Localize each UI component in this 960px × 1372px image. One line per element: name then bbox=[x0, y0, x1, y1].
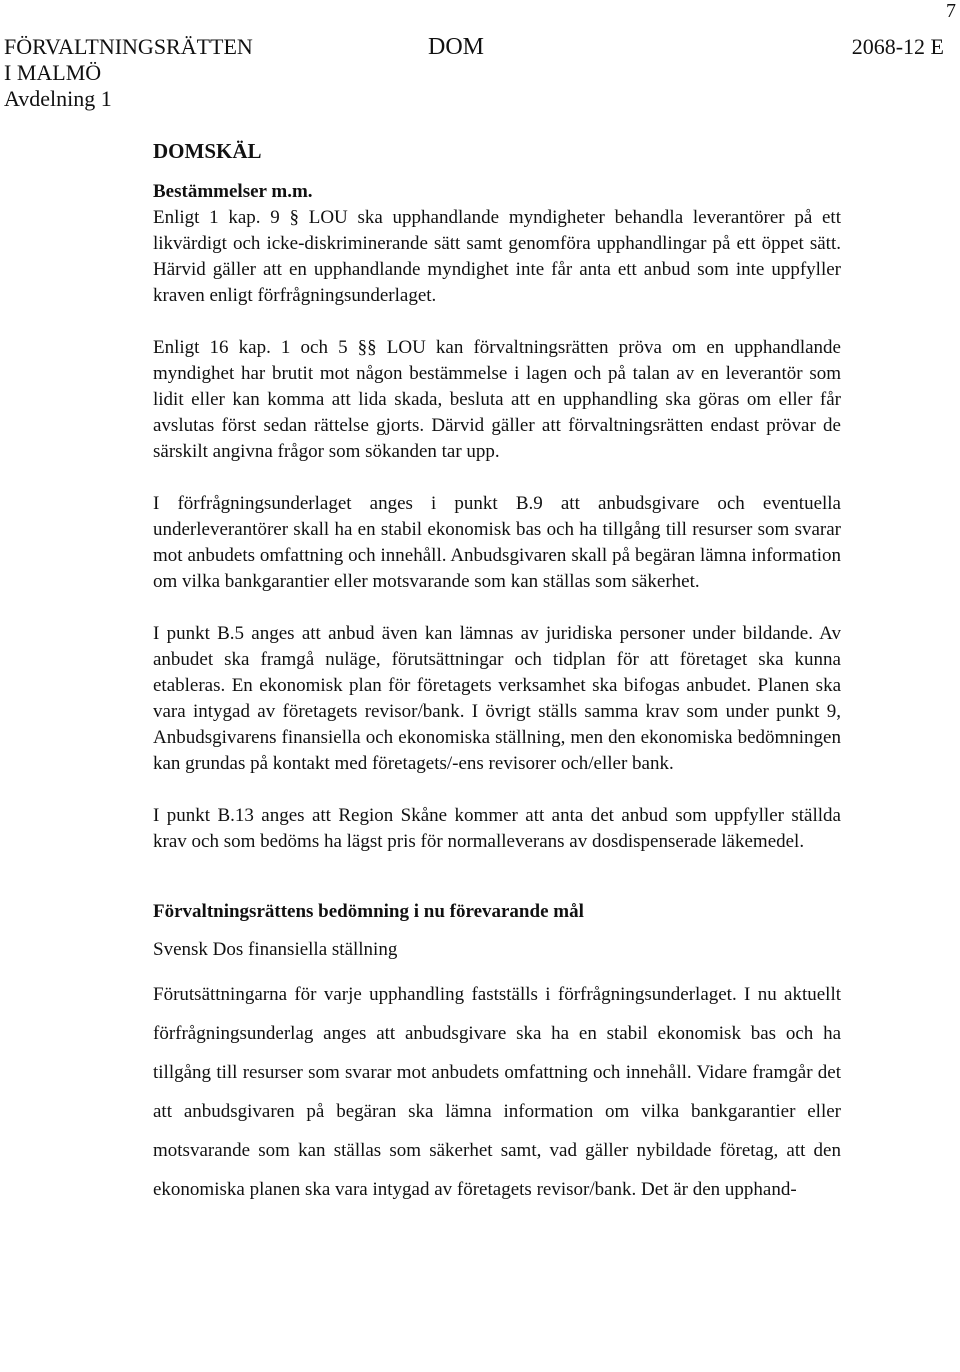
paragraph-new-companies: I punkt B.5 anges att anbud även kan lämnas av juridiska personer under bildande. Av anbudet ska framgå nuläge, förutsättningar och tidplan för att företaget ska kunna etableras. En ekonomisk plan för företagets verksamhet ska bifogas anbudet. Planen ska vara intygad av företagets revisor/bank. I övrigt ställs samma krav som under punkt 9, Anbudsgivarens finansiella och ekonomiska ställning, men den ekonomiska bedömningen kan grundas på kontakt med företagets/-ens revisorer och/eller bank. bbox=[153, 623, 841, 774]
paragraph-equal-treatment: Enligt 1 kap. 9 § LOU ska upphandlande myndigheter behandla leverantörer på ett likvärdigt och icke-diskriminerande sätt samt genomföra upphandlingar på ett öppet sätt. Härvid gäller att en upphandlande myndighet inte får anta ett anbud som inte uppfyller kraven enligt förfrågningsunderlaget. bbox=[153, 207, 841, 306]
section-title: DOMSKÄL bbox=[153, 139, 262, 163]
provisions-heading: Bestämmelser m.m. bbox=[153, 181, 313, 202]
department: Avdelning 1 bbox=[4, 86, 112, 111]
case-number: 2068-12 E bbox=[851, 34, 944, 59]
court-name-line1: FÖRVALTNINGSRÄTTEN bbox=[4, 34, 253, 59]
court-block bbox=[4, 34, 324, 112]
document-body bbox=[153, 137, 841, 1209]
assessment-subheading: Svensk Dos finansiella ställning bbox=[153, 939, 398, 960]
paragraph-financial-requirements: I förfrågningsunderlaget anges i punkt B.9 att anbudsgivare och eventuella underleverantörer skall ha en stabil ekonomisk bas och ha tillgång till resurser som svarar mot anbudets omfattning och innehåll. Anbudsgivaren skall på begäran lämna information om vilka bankgarantier eller motsvarande som kan ställas som säkerhet. bbox=[153, 493, 841, 592]
paragraph-award-criteria: I punkt B.13 anges att Region Skåne kommer att anta det anbud som uppfyller ställda krav och som bedöms ha lägst pris för normalleverans av dosdispenserade läkemedel. bbox=[153, 805, 841, 852]
paragraph-court-review: Enligt 16 kap. 1 och 5 §§ LOU kan förvaltningsrätten pröva om en upphandlande myndighet har brutit mot någon bestämmelse i lagen och på talan av en leverantör som lidit eller kan komma att lida skada, besluta att en upphandling ska göras om eller får avslutas först sedan rättelse gjorts. Därvid gäller att förvaltningsrätten endast prövar de särskilt angivna frågor som sökanden tar upp. bbox=[153, 337, 841, 462]
court-name-line2: I MALMÖ bbox=[4, 60, 102, 85]
assessment-heading: Förvaltningsrättens bedömning i nu förevarande mål bbox=[153, 901, 584, 922]
page-number: 7 bbox=[946, 0, 956, 22]
assessment-paragraph: Förutsättningarna för varje upphandling fastställs i förfrågningsunderlaget. I nu aktuellt förfrågningsunderlag anges att anbudsgivare ska ha en stabil ekonomisk bas och ha tillgång till resurser som svarar mot anbudets omfattning och innehåll. Vidare framgår det att anbudsgivaren på begäran ska lämna information om vilka bankgarantier eller motsvarande som kan ställas som säkerhet samt, vad gäller nybildade företag, att den ekonomiska planen ska vara intygad av företagets revisor/bank. Det är den upphand- bbox=[153, 984, 841, 1200]
document-type: DOM bbox=[428, 34, 485, 60]
